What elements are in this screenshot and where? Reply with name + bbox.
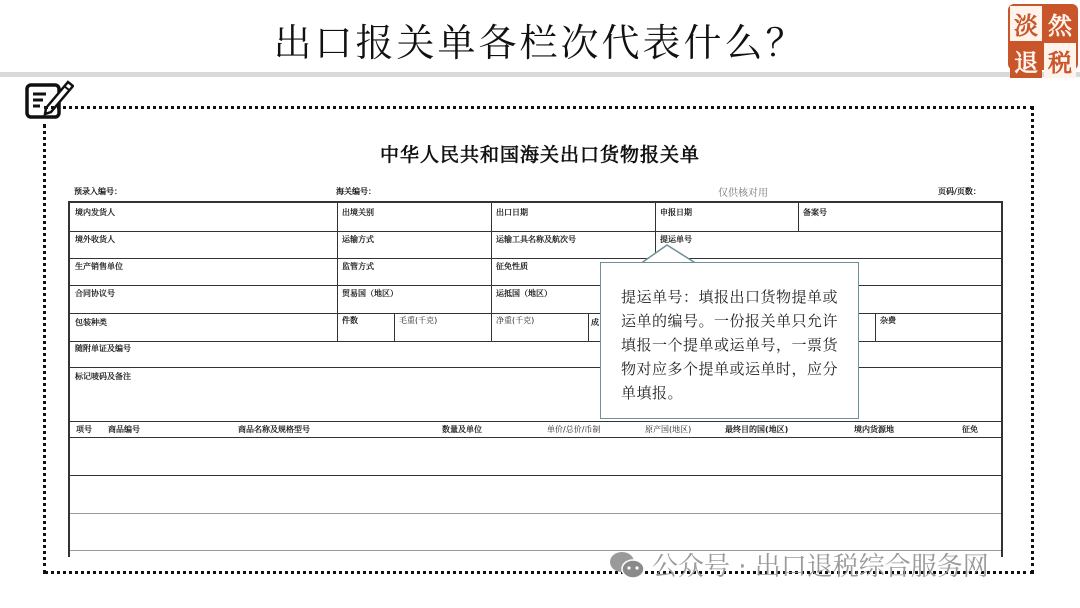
declaration-form-table bbox=[68, 201, 1003, 557]
col-divider bbox=[394, 313, 395, 341]
seal-char: 淡 bbox=[1010, 6, 1042, 41]
row-divider bbox=[70, 367, 1001, 368]
row-divider bbox=[70, 421, 1001, 422]
field-declaration-date: 申报日期 bbox=[660, 208, 692, 217]
field-attached-documents: 随附单证及编号 bbox=[75, 344, 131, 353]
field-bill-of-lading-no: 提运单号 bbox=[660, 235, 692, 244]
page-number-label: 页码/页数： bbox=[938, 187, 981, 196]
slide-title: 出口报关单各栏次代表什么？ bbox=[273, 21, 807, 65]
field-record-number: 备案号 bbox=[803, 208, 827, 217]
wechat-icon bbox=[608, 550, 646, 580]
field-marks-remarks: 标记唛码及备注 bbox=[75, 372, 131, 381]
callout-text: 提运单号：填报出口货物提单或运单的编号。一份报关单只允许填报一个提单或运单号，一票货物对应多个提单或运单时，应分单填报。 bbox=[621, 288, 839, 402]
field-producer-seller: 生产销售单位 bbox=[75, 262, 123, 271]
logo-seal bbox=[1008, 4, 1078, 77]
col-final-destination: 最终目的国(地区) bbox=[725, 425, 789, 434]
row-divider bbox=[70, 285, 1001, 286]
row-divider bbox=[70, 475, 1001, 476]
row-divider bbox=[70, 437, 1001, 438]
field-package-count: 件数 bbox=[342, 316, 358, 325]
field-exemption-nature: 征免性质 bbox=[496, 262, 528, 271]
row-divider bbox=[70, 313, 1001, 314]
field-destination-country: 运抵国（地区） bbox=[496, 289, 552, 298]
field-exit-customs: 出境关别 bbox=[342, 208, 374, 217]
row-divider bbox=[70, 258, 1001, 259]
content-frame-left-edge bbox=[43, 124, 46, 574]
col-divider bbox=[875, 313, 876, 341]
row-divider bbox=[70, 231, 1001, 232]
field-package-type: 包装种类 bbox=[75, 318, 107, 327]
col-exemption: 征免 bbox=[962, 425, 978, 434]
explanation-callout bbox=[600, 262, 859, 419]
field-vessel-voyage: 运输工具名称及航次号 bbox=[496, 235, 576, 244]
field-transport-mode: 运输方式 bbox=[342, 235, 374, 244]
col-divider bbox=[491, 203, 492, 341]
field-trade-country: 贸易国（地区） bbox=[342, 289, 398, 298]
check-only-label: 仅供核对用 bbox=[718, 188, 768, 199]
col-origin-country: 原产国(地区) bbox=[645, 425, 692, 434]
field-contract-no: 合同协议号 bbox=[75, 289, 115, 298]
title-divider bbox=[0, 72, 1080, 77]
watermark bbox=[608, 546, 989, 583]
seal-char: 退 bbox=[1010, 43, 1042, 78]
col-hs-code: 商品编号 bbox=[108, 425, 140, 434]
col-goods-name-spec: 商品名称及规格型号 bbox=[238, 425, 310, 434]
row-divider bbox=[70, 341, 1001, 342]
field-gross-weight: 毛重(千克) bbox=[399, 316, 438, 325]
col-divider bbox=[337, 203, 338, 341]
field-overseas-consignee: 境外收货人 bbox=[75, 235, 115, 244]
customs-number-label: 海关编号： bbox=[336, 187, 376, 196]
col-quantity-unit: 数量及单位 bbox=[442, 425, 482, 434]
pre-entry-number-label: 预录入编号： bbox=[74, 187, 122, 196]
field-misc-fees: 杂费 bbox=[880, 316, 896, 325]
field-transaction-mode: 成 bbox=[591, 318, 599, 327]
field-net-weight: 净重(千克) bbox=[496, 316, 535, 325]
col-item-no: 项号 bbox=[76, 425, 92, 434]
field-domestic-consignor: 境内发货人 bbox=[75, 208, 115, 217]
col-divider bbox=[588, 313, 589, 341]
seal-char: 然 bbox=[1044, 6, 1076, 41]
row-divider bbox=[70, 513, 1001, 514]
field-supervision-mode: 监管方式 bbox=[342, 262, 374, 271]
col-divider bbox=[798, 203, 799, 231]
field-export-date: 出口日期 bbox=[496, 208, 528, 217]
seal-char: 税 bbox=[1044, 43, 1076, 78]
watermark-text: 公众号 · 出口退税综合服务网 bbox=[652, 552, 989, 582]
form-title: 中华人民共和国海关出口货物报关单 bbox=[379, 144, 700, 166]
col-price-currency: 单价/总价/币制 bbox=[547, 425, 601, 434]
col-domestic-source: 境内货源地 bbox=[854, 425, 894, 434]
